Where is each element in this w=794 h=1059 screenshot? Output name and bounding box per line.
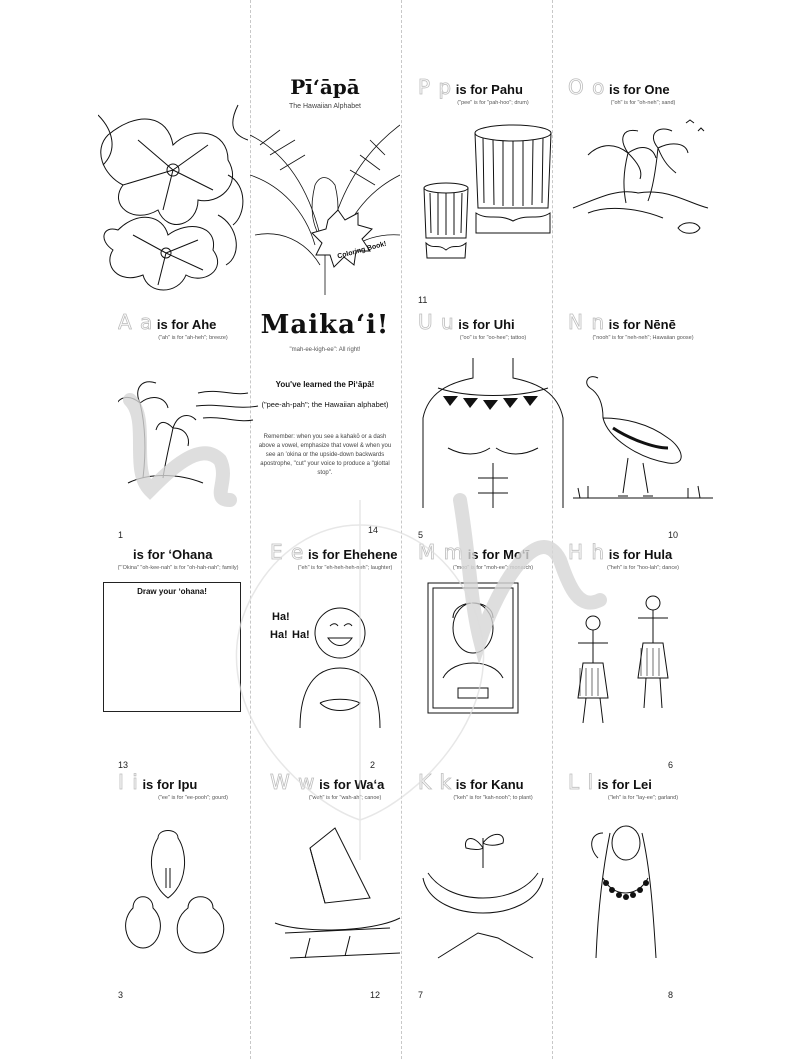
letter-page-n — [568, 310, 718, 540]
letter-word: is for ʻOhana — [133, 547, 213, 562]
learned-subheading: ("pee-ah-pah"; the Hawaiian alphabet) — [261, 400, 389, 409]
cover-title: Pīʻāpā — [290, 75, 360, 99]
hibiscus-illustration-panel — [98, 75, 248, 305]
pronunciation: ("eh" is for "eh-heh-heh-neh"; laughter) — [297, 565, 393, 571]
ginger-leaf-illustration — [250, 115, 400, 295]
hibiscus-flower-icon — [98, 75, 248, 295]
outline-letters: K k — [418, 770, 453, 794]
letter-word: is for Ehehene — [307, 547, 398, 562]
palm-breeze-icon — [118, 348, 268, 518]
pronunciation: ("moo" is for "moh-ee"; monarch) — [452, 565, 534, 571]
letter-word: is for Pahu — [455, 82, 523, 97]
page-number: 8 — [668, 990, 674, 1000]
letter-word: is for Kanu — [455, 777, 524, 792]
tattoo-torso-icon — [418, 348, 568, 518]
closing-subtitle: "mah-ee-kigh-ee": All right! — [289, 347, 361, 353]
outline-letters: M m — [418, 540, 465, 564]
learned-heading: You've learned the Piʻāpā! — [275, 380, 375, 389]
page-number: 10 — [668, 530, 679, 540]
page-number: 14 — [368, 525, 379, 535]
letter-page-m — [418, 540, 568, 770]
letter-page-i — [118, 770, 268, 1000]
letter-page-l — [568, 770, 718, 1000]
page-number: 6 — [668, 760, 674, 770]
outline-letters: H h — [568, 540, 606, 564]
outline-letters: A a — [118, 310, 154, 334]
island-palm-icon — [568, 113, 718, 283]
outline-letters: O o — [568, 75, 606, 99]
outline-letters: L l — [568, 770, 595, 794]
pronunciation: ("ah" is for "ah-heh"; breeze) — [158, 335, 228, 341]
letter-page-o — [568, 75, 718, 305]
pronunciation: ("oo" is for "oo-hee"; tattoo) — [459, 335, 527, 341]
letter-word: is for Lei — [597, 777, 652, 792]
page-number: 12 — [370, 990, 381, 1000]
pronunciation: ("ʻOkina" "oh-kee-nah" is for "oh-hah-nah"; family) — [117, 565, 239, 571]
letter-word: is for Waʻa — [319, 777, 385, 792]
letter-word: is for Moʻī — [467, 547, 530, 562]
letter-page-w — [270, 770, 420, 1000]
outline-letters: P p — [418, 75, 453, 99]
cover-subtitle: The Hawaiian Alphabet — [289, 103, 361, 110]
page-number: 1 — [118, 530, 124, 540]
letter-word: is for One — [608, 82, 670, 97]
pronunciation: ("weh" is for "wah-ah"; canoe) — [308, 795, 382, 801]
closing-title: Maikaʻi! — [260, 310, 390, 340]
letter-page-k — [418, 770, 568, 1000]
pronunciation: ("pee" is for "pah-hoo"; drum) — [457, 100, 529, 106]
drawing-box[interactable] — [103, 582, 241, 712]
page-number: 7 — [418, 990, 424, 1000]
pronunciation: ("keh" is for "kah-nooh"; to plant) — [453, 795, 533, 801]
page-number: 2 — [370, 760, 376, 770]
drawing-box-label: Draw your ʻohana! — [137, 587, 207, 596]
letter-page-h — [568, 540, 718, 770]
outline-letters: E e — [270, 540, 305, 564]
pronunciation: ("nooh" is for "neh-neh"; Hawaiian goose) — [592, 335, 694, 341]
closing-panel — [250, 305, 400, 535]
letter-page-e — [270, 540, 420, 770]
svg-text:Ha!: Ha! — [270, 629, 288, 641]
letter-page-p — [418, 75, 568, 305]
pronunciation: ("oh" is for "oh-neh"; sand) — [610, 100, 676, 106]
svg-text:Ha!: Ha! — [272, 611, 290, 623]
outline-letters: I i — [118, 770, 139, 794]
monarch-portrait-icon — [418, 578, 568, 748]
letter-word: is for Ipu — [142, 777, 198, 792]
outline-letters: N n — [568, 310, 605, 334]
goose-icon — [568, 348, 718, 518]
outline-letters: U u — [418, 310, 455, 334]
page-number: 13 — [118, 760, 129, 770]
page-number: 11 — [418, 295, 428, 305]
letter-word: is for Ahe — [156, 317, 217, 332]
cover-panel — [250, 75, 400, 305]
lei-woman-icon — [568, 808, 718, 978]
laughing-boy-icon — [270, 578, 420, 748]
page-number: 5 — [418, 530, 424, 540]
pronunciation: ("ee" is for "ee-pooh"; gourd) — [158, 795, 228, 801]
svg-text:Ha!: Ha! — [292, 629, 310, 641]
outline-letters: W w — [270, 770, 316, 794]
letter-word: is for Nēnē — [608, 317, 676, 332]
letter-page-a — [118, 310, 268, 540]
letter-page-okina — [103, 540, 253, 770]
canoe-icon — [270, 808, 420, 978]
sprout-hands-icon — [418, 808, 568, 978]
cover-badge: Coloring Book! — [336, 240, 388, 261]
drum-icon — [418, 113, 568, 283]
letter-word: is for Hula — [608, 547, 673, 562]
page-number: 3 — [118, 990, 124, 1000]
letter-page-u — [418, 310, 568, 540]
gourd-icon — [118, 808, 268, 978]
pronunciation: ("heh" is for "hoo-lah"; dance) — [606, 565, 679, 571]
hula-dancers-icon — [568, 578, 718, 748]
letter-word: is for Uhi — [458, 317, 515, 332]
pronunciation: ("leh" is for "lay-ee"; garland) — [607, 795, 679, 801]
remember-note: Remember: when you see a kahakō or a dash above a vowel, emphasize that vowel & when you see an ʻokina or the upside-down backwards apostrophe, "cut" your voice to produce a "glottal stop". — [258, 434, 392, 476]
